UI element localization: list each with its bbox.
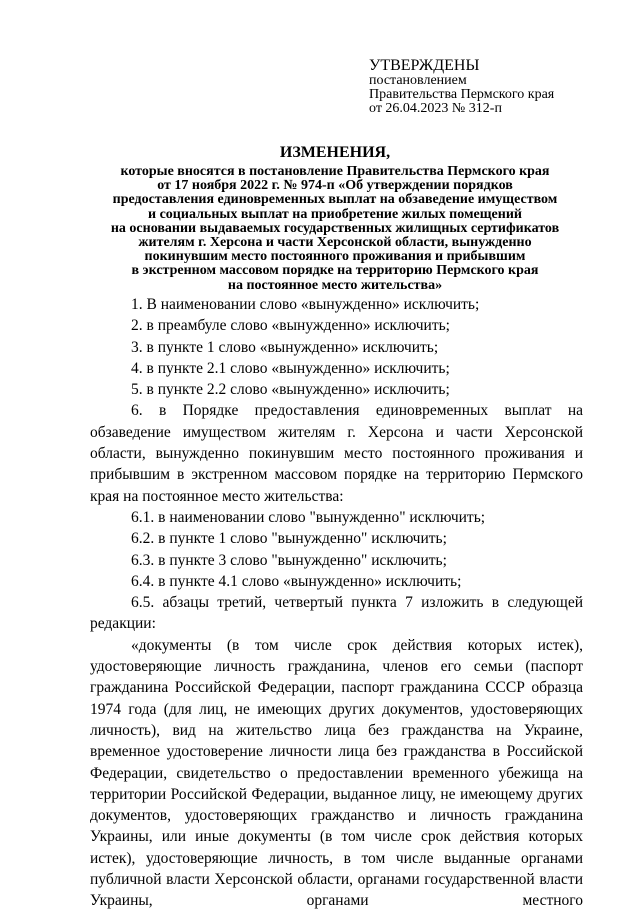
document-heading	[80, 143, 590, 293]
approval-title: УТВЕРЖДЕНЫ	[369, 57, 480, 74]
paragraph: 6.4. в пункте 4.1 слово «вынужденно» исключить;	[131, 572, 462, 590]
heading-line: на основании выдаваемых государственных жилищных сертификатов	[110, 220, 560, 236]
heading-line: от 17 ноября 2022 г. № 974-п «Об утверждении порядков	[157, 178, 513, 194]
approval-line-1: постановлением	[369, 73, 467, 88]
paragraph: 1. В наименовании слово «вынужденно» исключить;	[131, 296, 480, 313]
paragraph: 6.1. в наименовании слово "вынужденно" исключить;	[131, 508, 486, 526]
paragraph: 6.5. абзацы третий, четвертый пункта 7 изложить в следующей редакции:	[90, 594, 583, 633]
document-body	[90, 294, 583, 912]
heading-line: в экстренном массовом порядке на территорию Пермского края	[131, 263, 539, 279]
paragraph: 6.3. в пункте 3 слово "вынужденно" исключить;	[131, 551, 447, 569]
paragraph: 5. в пункте 2.2 слово «вынужденно» исключить;	[131, 381, 450, 399]
paragraph: «документы (в том числе срок действия которых истек), удостоверяющие личность гражданина, членов его семьи (паспорт гражданина Российской Федерации, паспорт гражданина СССР образца 1974 года (для лиц, не имеющих других документов, удостоверяющих личность), вид на жительство лица без гражданства на Украине, временное удостоверение личности лица без гражданства в Российской Федерации, свидетельство о предоставлении временного убежища на территории Российской Федерации, выданное лицу, не имеющему других документов, удостоверяющих гражданство и личность гражданина Украины, или иные документы (в том числе срок действия которых истек), удостоверяющие личность, в том числе выданные органами публичной власти Херсонской области, органами государственной власти Украины, органами местного	[90, 636, 583, 910]
approval-line-2: Правительства Пермского края	[369, 87, 555, 102]
paragraph: 2. в преамбуле слово «вынужденно» исключить;	[131, 317, 450, 335]
heading-line: жителям г. Херсона и части Херсонской области, вынужденно	[138, 235, 532, 251]
heading-line: на постоянное место жительства»	[227, 277, 443, 293]
paragraph: 6. в Порядке предоставления единовременных выплат на обзаведение имуществом жителям г. Херсона и части Херсонской области, вынужденно покинувшим место постоянного проживания и прибывшим в экстренном массовом порядке на территорию Пермского края на постоянное место жительства:	[90, 402, 583, 505]
heading-line: и социальных выплат на приобретение жилых помещений	[148, 206, 522, 222]
approval-stamp	[369, 57, 554, 116]
paragraph: 3. в пункте 1 слово «вынужденно» исключить;	[131, 338, 439, 356]
paragraph: 6.2. в пункте 1 слово "вынужденно" исключить;	[131, 530, 447, 548]
heading-line: которые вносятся в постановление Правительства Пермского края	[120, 164, 550, 179]
heading-line: покинувшим место постоянного проживания и прибывшим	[144, 249, 526, 265]
paragraph: 4. в пункте 2.1 слово «вынужденно» исключить;	[131, 359, 450, 377]
approval-line-3: от 26.04.2023 № 312-п	[369, 101, 502, 116]
heading-title: ИЗМЕНЕНИЯ,	[279, 144, 391, 161]
heading-line: предоставления единовременных выплат на обзаведение имуществом	[112, 192, 558, 208]
